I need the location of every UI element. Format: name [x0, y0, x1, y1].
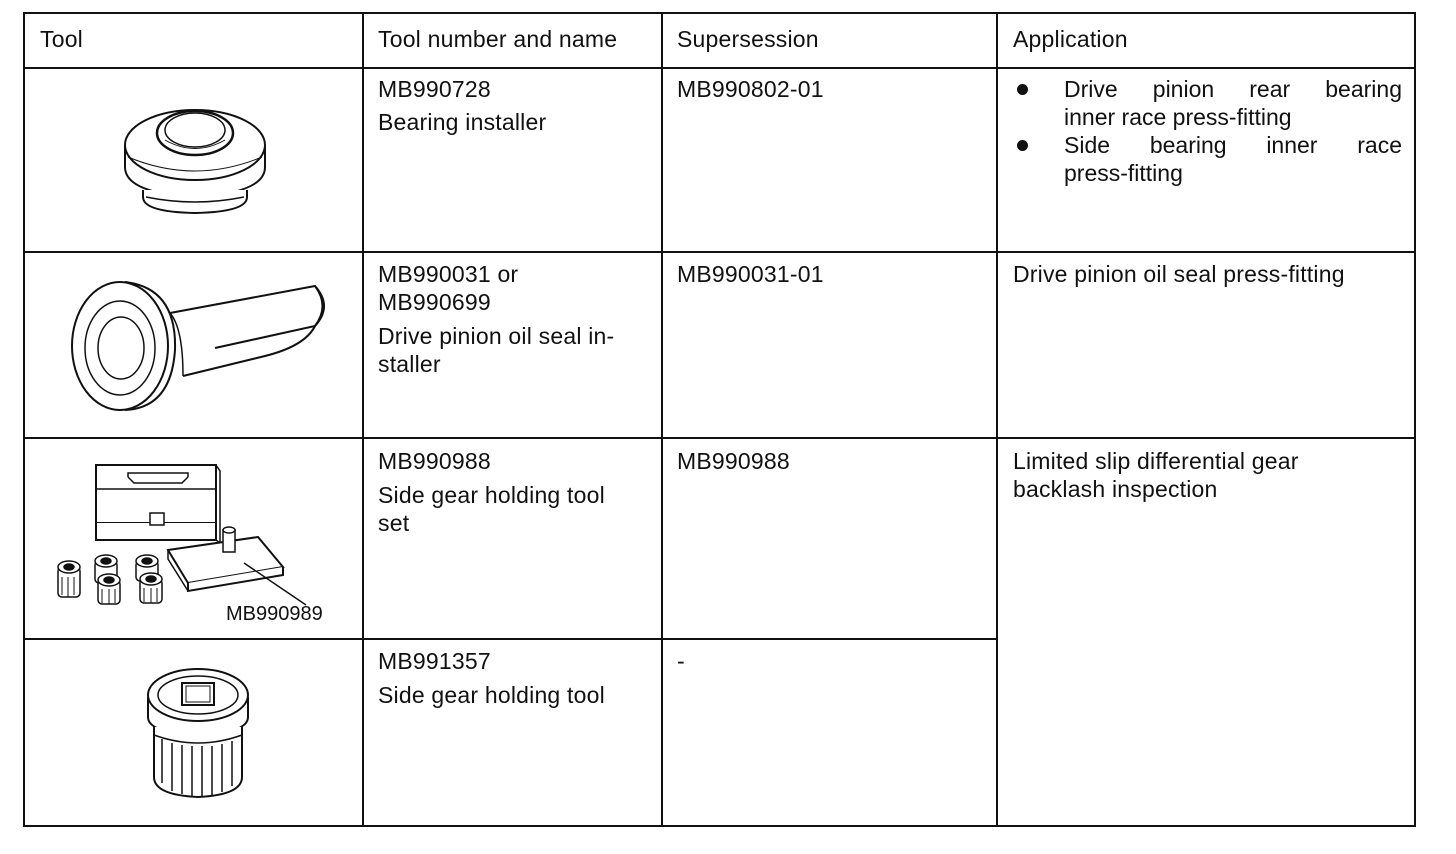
row-divider	[23, 437, 1416, 439]
tool-number: MB990031 or	[378, 261, 519, 287]
tool-name: Side gear holding tool	[378, 482, 605, 508]
application-text: Drive pinion oil seal press-fitting	[1013, 261, 1345, 287]
list-item	[1013, 75, 1402, 131]
tool-name: Side gear holding tool	[378, 682, 605, 708]
supersession-value: MB990802-01	[677, 76, 824, 102]
supersession-value: MB990031-01	[677, 261, 824, 287]
list-item	[1013, 131, 1402, 187]
header-supersession: Supersession	[677, 26, 819, 52]
column-divider	[996, 12, 998, 827]
tool-name: Bearing installer	[378, 109, 547, 135]
row-divider	[23, 67, 1416, 69]
application-text: Side bearing inner race	[1064, 132, 1402, 158]
callout-label: MB990989	[226, 603, 323, 625]
tool-name: set	[378, 510, 410, 536]
header-tool: Tool	[40, 26, 83, 52]
column-divider	[362, 12, 364, 827]
tool-name: staller	[378, 351, 441, 377]
oil-seal-installer-drawing	[65, 268, 340, 418]
supersession-value: -	[677, 648, 685, 674]
row-divider	[23, 251, 1416, 253]
header-tool-number-and-name: Tool number and name	[378, 26, 618, 52]
tool-name: Drive pinion oil seal in-	[378, 323, 615, 349]
tool-number: MB990988	[378, 448, 491, 474]
tool-number: MB990728	[378, 76, 491, 102]
holding-tool-set-drawing	[48, 455, 348, 620]
bullet-icon	[1013, 131, 1064, 187]
bearing-installer-drawing	[110, 85, 280, 220]
column-divider	[661, 12, 663, 827]
application-text: backlash inspection	[1013, 476, 1218, 502]
tool-number: MB991357	[378, 648, 491, 674]
bullet-icon	[1013, 75, 1064, 131]
application-text: press-fitting	[1064, 160, 1183, 186]
application-text: inner race press-fitting	[1064, 104, 1292, 130]
row-divider	[23, 638, 997, 640]
supersession-value: MB990988	[677, 448, 790, 474]
tool-number: MB990699	[378, 289, 491, 315]
header-application: Application	[1013, 26, 1128, 52]
application-text: Limited slip differential gear	[1013, 448, 1299, 474]
application-list	[1013, 75, 1402, 187]
application-text: Drive pinion rear bearing	[1064, 76, 1402, 102]
holding-tool-drawing	[138, 655, 263, 805]
